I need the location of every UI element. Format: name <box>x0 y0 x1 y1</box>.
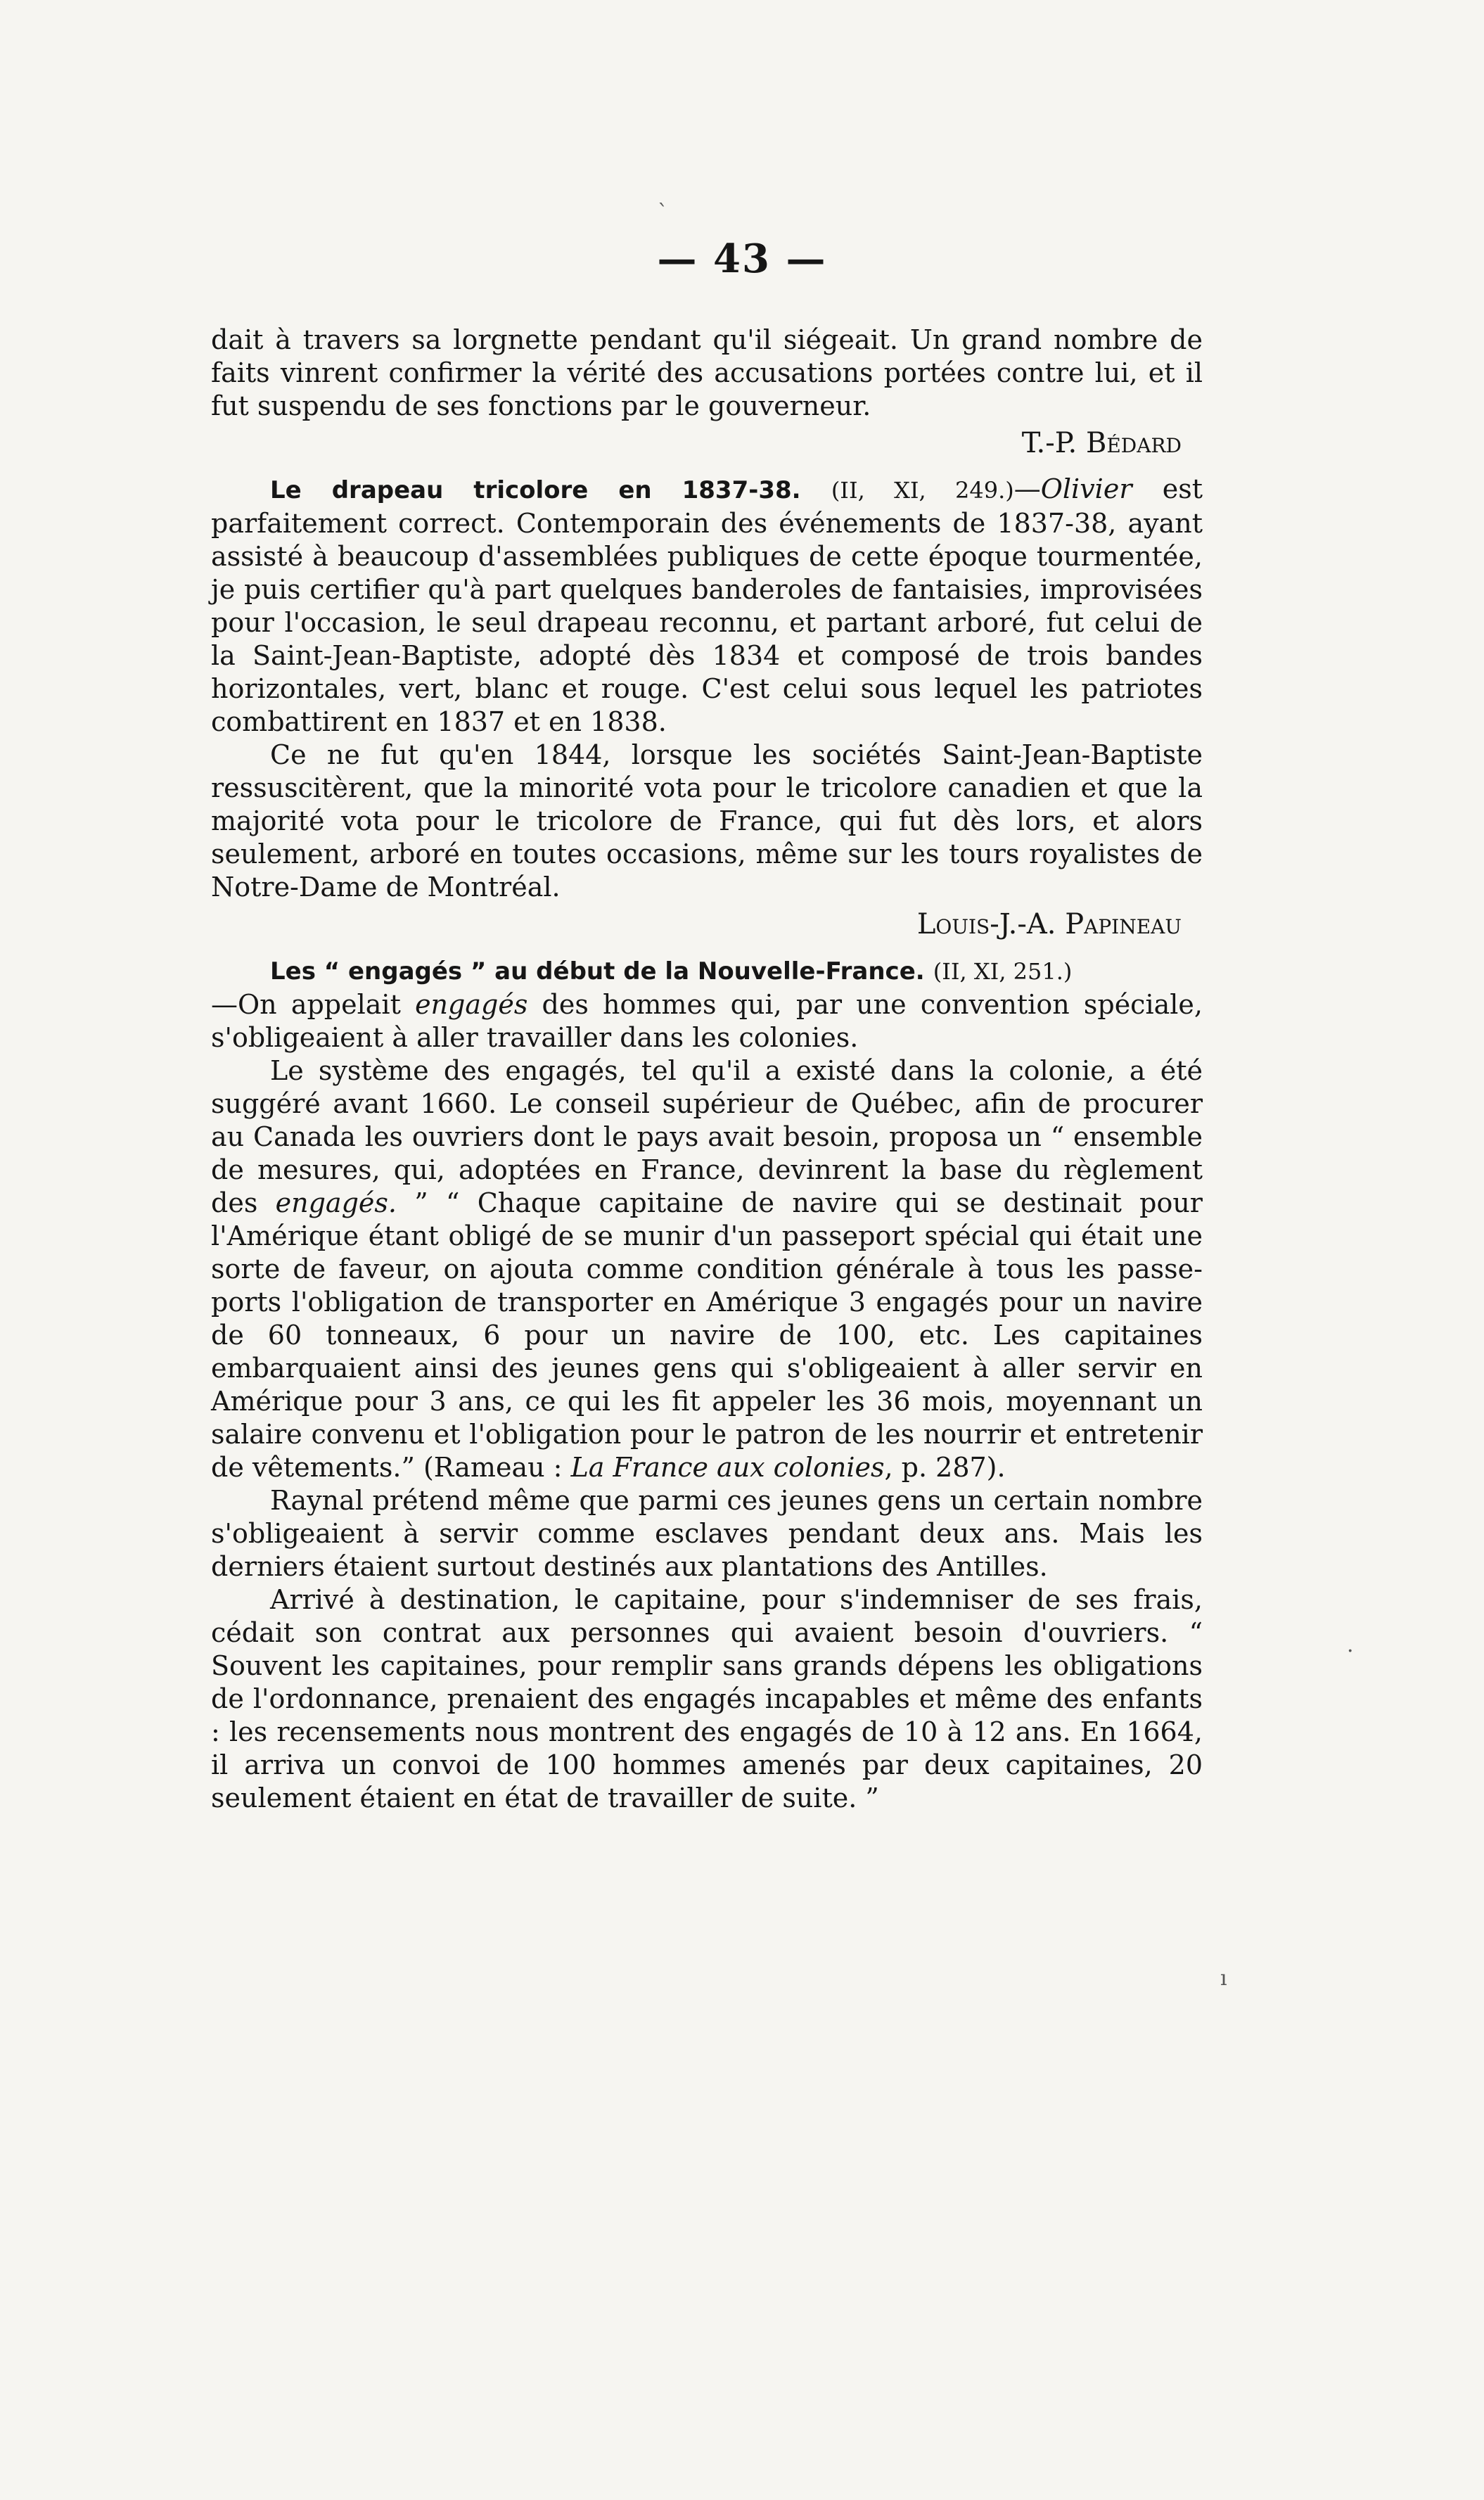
text-fragment: ” “ Chaque capitaine de navire qui se destinait pour l'Amérique étant obligé de se munir d'un passeport spécial qui était une sorte de faveur, on ajouta comme condition générale à tous les passe-ports l'obligation de transporter en Amérique 3 engagés pour un navire de 60 tonneaux, 6 pour un navire de 100, etc. Les capitaines embarquaient ainsi des jeunes gens qui s'obligeaient à aller servir en Amérique pour 3 ans, ce qui les fit appeler les 36 mois, moyennant un salaire convenu et l'obligation pour le patron de les nourrir et entretenir de vêtements.” (Rameau : <box>211 1187 1203 1483</box>
text-fragment: des hommes qui, par une convention spéciale, s'obligeaient à aller travailler dans les colonies. <box>211 989 1203 1053</box>
paragraph-1844: Ce ne fut qu'en 1844, lorsque les sociétés Saint-Jean-Baptiste ressuscitèrent, que la minorité vota pour le tricolore canadien et que la majorité vota pour le tricolore de France, qui fut dès lors, et alors seulement, arboré en toutes occasions, même sur les tours royalistes de Notre-Dame de Montréal. <box>211 739 1203 903</box>
raynal-paragraph: Raynal prétend même que parmi ces jeunes gens un certain nombre s'obligeaient à servir comme esclaves pendant deux ans. Mais les derniers étaient surtout destinés aux plantations des Antilles. <box>211 1485 1203 1582</box>
reference-drapeau: (II, XI, 249.) <box>831 477 1014 504</box>
text-fragment: Le système des engagés, tel qu'il a existé dans la colonie, a été suggéré avant 1660. Le conseil supérieur de Québec, afin de procurer au Canada les ouvriers dont le pays avait besoin, proposa un “ ensemble de mesures, qui, adoptées en France, devinrent la base du règlement des <box>211 1055 1203 1218</box>
paragraph-text: est parfaitement correct. Contemporain des événements de 1837-38, ayant assisté à beaucoup d'assemblées publiques de cette époque tourmentée, je puis certifier qu'à part quelques banderoles de fantaisies, improvisées pour l'occasion, le seul drapeau reconnu, et partant arboré, fut celui de la Saint-Jean-Baptiste, adopté dès 1834 et composé de trois bandes horizontales, vert, blanc et rouge. C'est celui sous lequel les patriotes combattirent en 1837 et en 1838. <box>211 473 1203 737</box>
section-engages-heading-paragraph <box>211 954 1203 988</box>
book-title: La France aux colonies <box>570 1452 885 1483</box>
section-heading-engages: Les “ engagés ” au début de la Nouvelle-France. <box>270 957 925 986</box>
scan-speck: ` <box>658 200 668 225</box>
scan-speck: · <box>1347 1639 1354 1664</box>
signature-bedard: T.-P. Bédard <box>1021 427 1182 459</box>
arrive-paragraph: Arrivé à destination, le capitaine, pour s'indemniser de ses frais, cédait son contrat aux personnes qui avaient besoin d'ouvriers. “ Souvent les capitaines, pour remplir sans grands dépens les obligations de l'ordonnance, prenaient des engagés incapables et même des enfants : les recensements nous montrent des engagés de 10 à 12 ans. En 1664, il arriva un convoi de 100 hommes amenés par deux capitaines, 20 seulement étaient en état de travailler de suite. ” <box>211 1584 1203 1813</box>
section-drapeau-paragraph <box>211 473 1203 739</box>
systeme-paragraph <box>211 1054 1203 1484</box>
term-engages: engagés <box>415 989 528 1020</box>
reference-engages: (II, XI, 251.) <box>933 958 1073 985</box>
dash: — <box>1013 473 1041 504</box>
body-text <box>211 324 1203 1815</box>
signature-papineau: Louis-J.-A. Papineau <box>916 908 1182 940</box>
continuation-paragraph: dait à travers sa lorgnette pendant qu'il siégeait. Un grand nombre de faits vinrent confirmer la vérité des accusations portées contre lui, et il fut suspendu de ses fonctions par le gouverneur. <box>211 324 1203 421</box>
text-fragment: , p. 287). <box>884 1452 1006 1483</box>
scan-speck: ı <box>1220 1966 1227 1991</box>
section-heading-drapeau: Le drapeau tricolore en 1837-38. <box>270 476 801 504</box>
text-fragment: —On appelait <box>211 989 401 1020</box>
page-number: — 43 — <box>657 236 827 282</box>
term-engages-2: engagés. <box>275 1187 397 1218</box>
intro-paragraph <box>211 988 1203 1054</box>
name-olivier: Olivier <box>1040 473 1132 504</box>
